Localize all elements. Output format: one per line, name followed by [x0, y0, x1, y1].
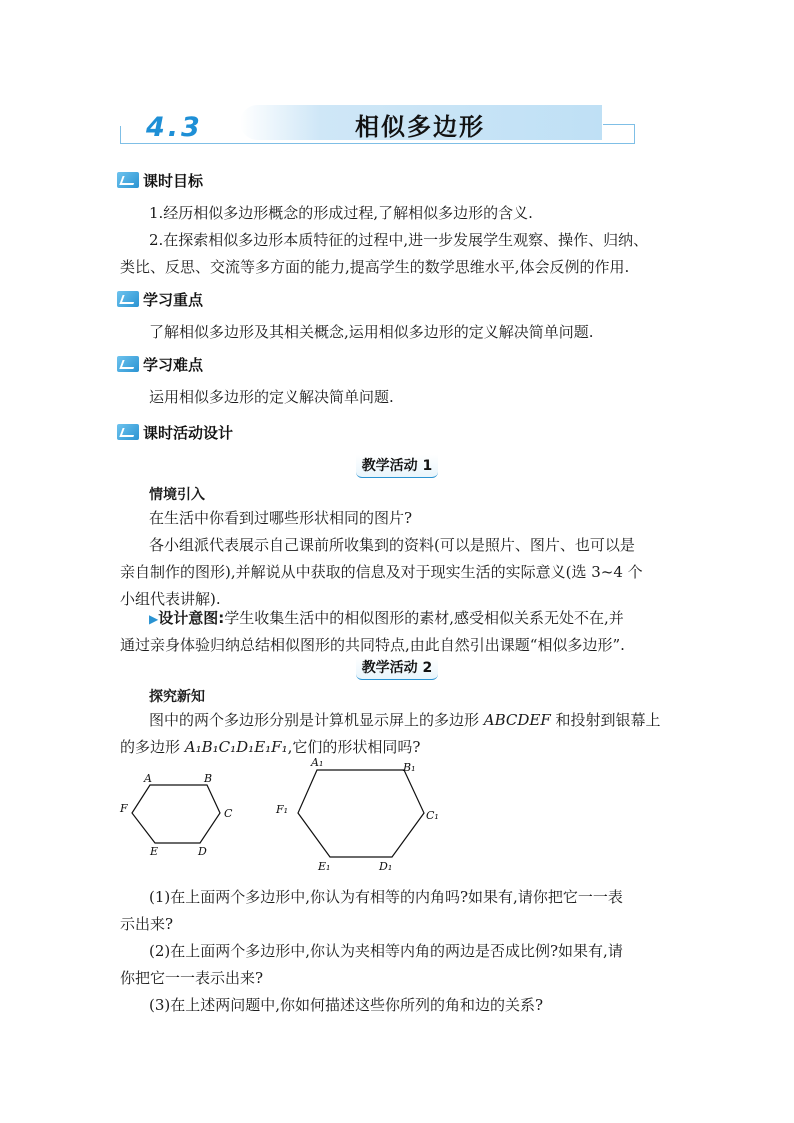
activity-2-subhead: 探究新知 [149, 689, 205, 705]
question-2: (2)在上面两个多边形中,你认为夹相等内角的两边是否成比例?如果有,请 [149, 942, 623, 960]
design-intent [149, 605, 624, 633]
book-icon [117, 424, 139, 440]
design-title: 课时活动设计 [143, 423, 234, 442]
label-A1: A₁ [311, 756, 324, 769]
text-segment: 图中的两个多边形分别是计算机显示屏上的多边形 [149, 711, 484, 729]
activity-1-line-4: 小组代表讲解). [120, 590, 221, 608]
header-decoration [120, 126, 121, 143]
goal-2-cont: 类比、反思、交流等多方面的能力,提高学生的数学思维水平,体会反例的作用. [120, 258, 630, 276]
design-intent-line-2: 通过亲身体验归纳总结相似图形的共同特点,由此自然引出课题“相似多边形”. [120, 636, 625, 654]
question-2-cont: 你把它一一表示出来? [120, 969, 264, 987]
difficulty-heading [117, 354, 203, 374]
label-A: A [144, 772, 152, 785]
key-heading [117, 289, 203, 309]
design-intent-label: 设计意图: [158, 609, 225, 627]
question-1: (1)在上面两个多边形中,你认为有相等的内角吗?如果有,请你把它一一表 [149, 888, 623, 906]
page-title: 相似多边形 [355, 113, 485, 141]
polygon-name: A₁B₁C₁D₁E₁F₁ [184, 738, 288, 756]
hexagon-figure [110, 755, 450, 880]
text-segment: 和投射到银幕上 [550, 711, 661, 729]
key-text: 了解相似多边形及其相关概念,运用相似多边形的定义解决简单问题. [149, 323, 594, 341]
activity-2-line-1 [149, 707, 661, 734]
label-F1: F₁ [276, 803, 289, 816]
question-1-cont: 示出来? [120, 915, 174, 933]
goals-title: 课时目标 [143, 171, 204, 190]
activity-1-tab: 教学活动 1 [356, 455, 438, 478]
activity-2-tab: 教学活动 2 [356, 657, 438, 680]
activity-1-line-1: 在生活中你看到过哪些形状相同的图片? [149, 509, 413, 527]
activity-1-line-3: 亲自制作的图形),并解说从中获取的信息及对于现实生活的实际意义(选 3~4 个 [120, 563, 643, 581]
design-heading [117, 422, 233, 442]
label-C1: C₁ [426, 809, 439, 822]
activity-1-subhead: 情境引入 [149, 487, 205, 503]
activity-1-line-2: 各小组派代表展示自己课前所收集到的资料(可以是照片、图片、也可以是 [149, 536, 635, 554]
book-icon [117, 356, 139, 372]
section-number: 4.3 [146, 112, 203, 143]
difficulty-title: 学习难点 [143, 355, 204, 374]
difficulty-text: 运用相似多边形的定义解决简单问题. [149, 388, 394, 406]
book-icon [117, 172, 139, 188]
goal-2: 2.在探索相似多边形本质特征的过程中,进一步发展学生观察、操作、归纳、 [149, 231, 649, 249]
label-D1: D₁ [379, 860, 393, 873]
label-E1: E₁ [318, 860, 331, 873]
goals-heading [117, 170, 203, 190]
header-underline [120, 143, 634, 144]
goal-1: 1.经历相似多边形概念的形成过程,了解相似多边形的含义. [149, 204, 533, 222]
design-intent-text: 学生收集生活中的相似图形的素材,感受相似关系无处不在,并 [224, 609, 624, 627]
small-hexagon [132, 785, 220, 843]
label-B1: B₁ [403, 761, 416, 774]
label-F: F [120, 802, 128, 815]
text-segment: ,它们的形状相同吗? [287, 738, 421, 756]
header-corner-line [603, 124, 635, 144]
text-segment: 的多边形 [120, 738, 185, 756]
polygon-name: ABCDEF [483, 711, 551, 729]
key-title: 学习重点 [143, 290, 204, 309]
label-C: C [224, 807, 233, 820]
label-E: E [150, 845, 159, 858]
label-B: B [204, 772, 213, 785]
question-3: (3)在上述两问题中,你如何描述这些你所列的角和边的关系? [149, 996, 544, 1014]
triangle-icon: ▶ [149, 612, 159, 626]
label-D: D [198, 845, 207, 858]
book-icon [117, 291, 139, 307]
large-hexagon [298, 770, 424, 857]
